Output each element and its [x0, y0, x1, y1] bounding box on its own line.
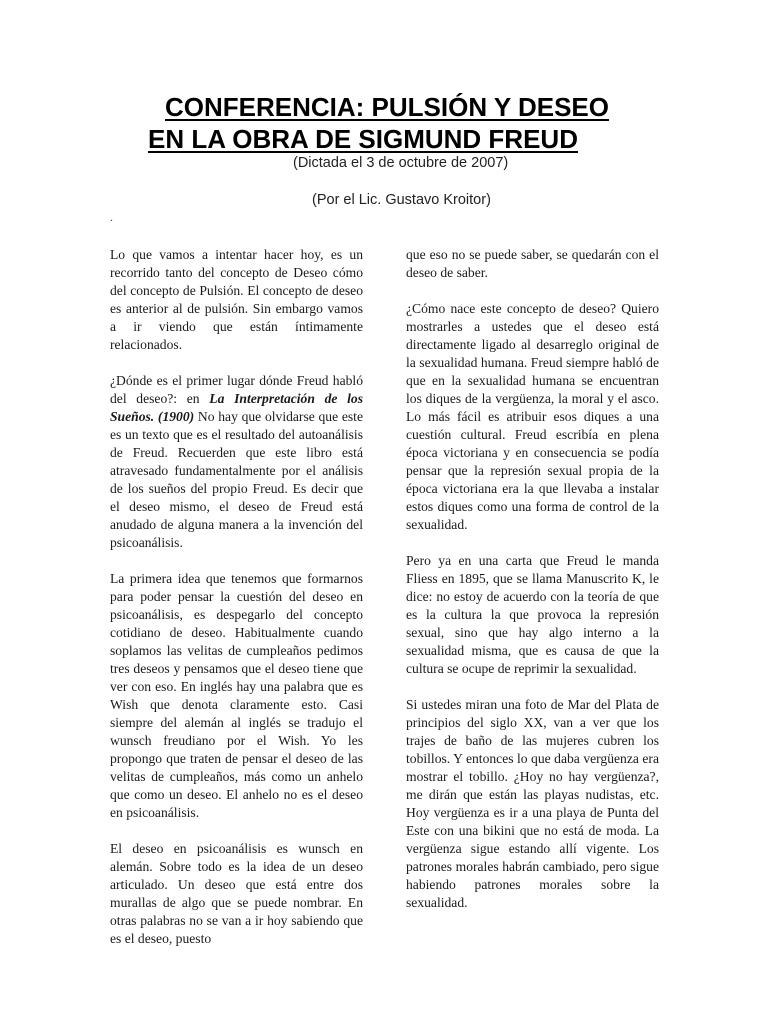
separator-mark: . [110, 210, 113, 224]
lecture-date: (Dictada el 3 de octubre de 2007) [293, 155, 509, 171]
right-column [406, 246, 659, 930]
paragraph: La primera idea que tenemos que formarnos para poder pensar la cuestión del deseo en psicoanálisis, es despegarlo del concepto cotidiano de deseo. Habitualmente cuando soplamos las velitas de cumpleaños pedimos tres deseos y pensamos que el deseo tiene que ver con eso. En inglés hay una palabra que es Wish que denota claramente esto. Casi siempre del alemán al inglés se tradujo el wunsch freudiano por el Wish. Yo les propongo que traten de pensar el deseo de las velitas de cumpleaños, más como un anhelo que como un deseo. El anhelo no es el deseo en psicoanálisis. [110, 571, 363, 820]
paragraph [110, 372, 363, 552]
left-column [110, 246, 363, 966]
paragraph: Pero ya en una carta que Freud le manda Fliess en 1895, que se llama Manuscrito K, le dice: no estoy de acuerdo con la teoría de que es la cultura la que provoca la represión sexual, sino que hay algo interno a la sexualidad misma, que es causa de que la cultura se ocupe de reprimir la sexualidad. [406, 553, 659, 676]
book-title: La Interpretación de los Sueños. (1900) [110, 391, 363, 424]
paragraph: ¿Cómo nace este concepto de deseo? Quiero mostrarles a ustedes que el deseo está directamente ligado al desarreglo original de la sexualidad humana. Freud siempre habló de que en la sexualidad humana se encuentran los diques de la vergüenza, la moral y el asco. Lo más fácil es atribuir esos diques a una cuestión cultural. Freud escribía en plena época victoriana y en consecuencia se podía pensar que la represión sexual propia de la época victoriana era la que llevaba a instalar estos diques como una forma de control de la sexualidad. [406, 301, 659, 532]
title-line-1: CONFERENCIA: PULSIÓN Y DESEO [165, 92, 609, 122]
paragraph: Si ustedes miran una foto de Mar del Plata de principios del siglo XX, van a ver que los trajes de baño de las mujeres cubren los tobillos. Y entonces lo que daba vergüenza era mostrar el tobillo. ¿Hoy no hay vergüenza?, me dirán que están las playas nudistas, etc. Hoy vergüenza es ir a una playa de Punta del Este con una bikini que no está de moda. La vergüenza sigue estando allí vigente. Los patrones morales habrán cambiado, pero sigue habiendo patrones morales sobre la sexualidad. [406, 697, 659, 910]
title-line-2: EN LA OBRA DE SIGMUND FREUD [148, 124, 578, 154]
paragraph: Lo que vamos a intentar hacer hoy, es un recorrido tanto del concepto de Deseo cómo del concepto de Pulsión. El concepto de deseo es anterior al de pulsión. Sin embargo vamos a ir viendo que están íntimamente relacionados. [110, 247, 363, 352]
paragraph-text: No hay que olvidarse que este es un texto que es el resultado del autoanálisis de Freud. Recuerden que este libro está atravesado fundamentalmente por el análisis de los sueños del propio Freud. Es decir que el deseo mismo, el deseo de Freud está anudado de alguna manera a la invención del psicoanálisis. [110, 409, 363, 550]
paragraph-text: ¿Dónde es el primer lugar dónde Freud habló del deseo?: en [110, 373, 363, 406]
author-line: (Por el Lic. Gustavo Kroitor) [312, 192, 491, 208]
paragraph: que eso no se puede saber, se quedarán con el deseo de saber. [406, 247, 659, 280]
paragraph: El deseo en psicoanálisis es wunsch en alemán. Sobre todo es la idea de un deseo articulado. Un deseo que está entre dos murallas de algo que se puede nombrar. En otras palabras no se van a ir hoy sabiendo que es el deseo, puesto [110, 841, 363, 946]
